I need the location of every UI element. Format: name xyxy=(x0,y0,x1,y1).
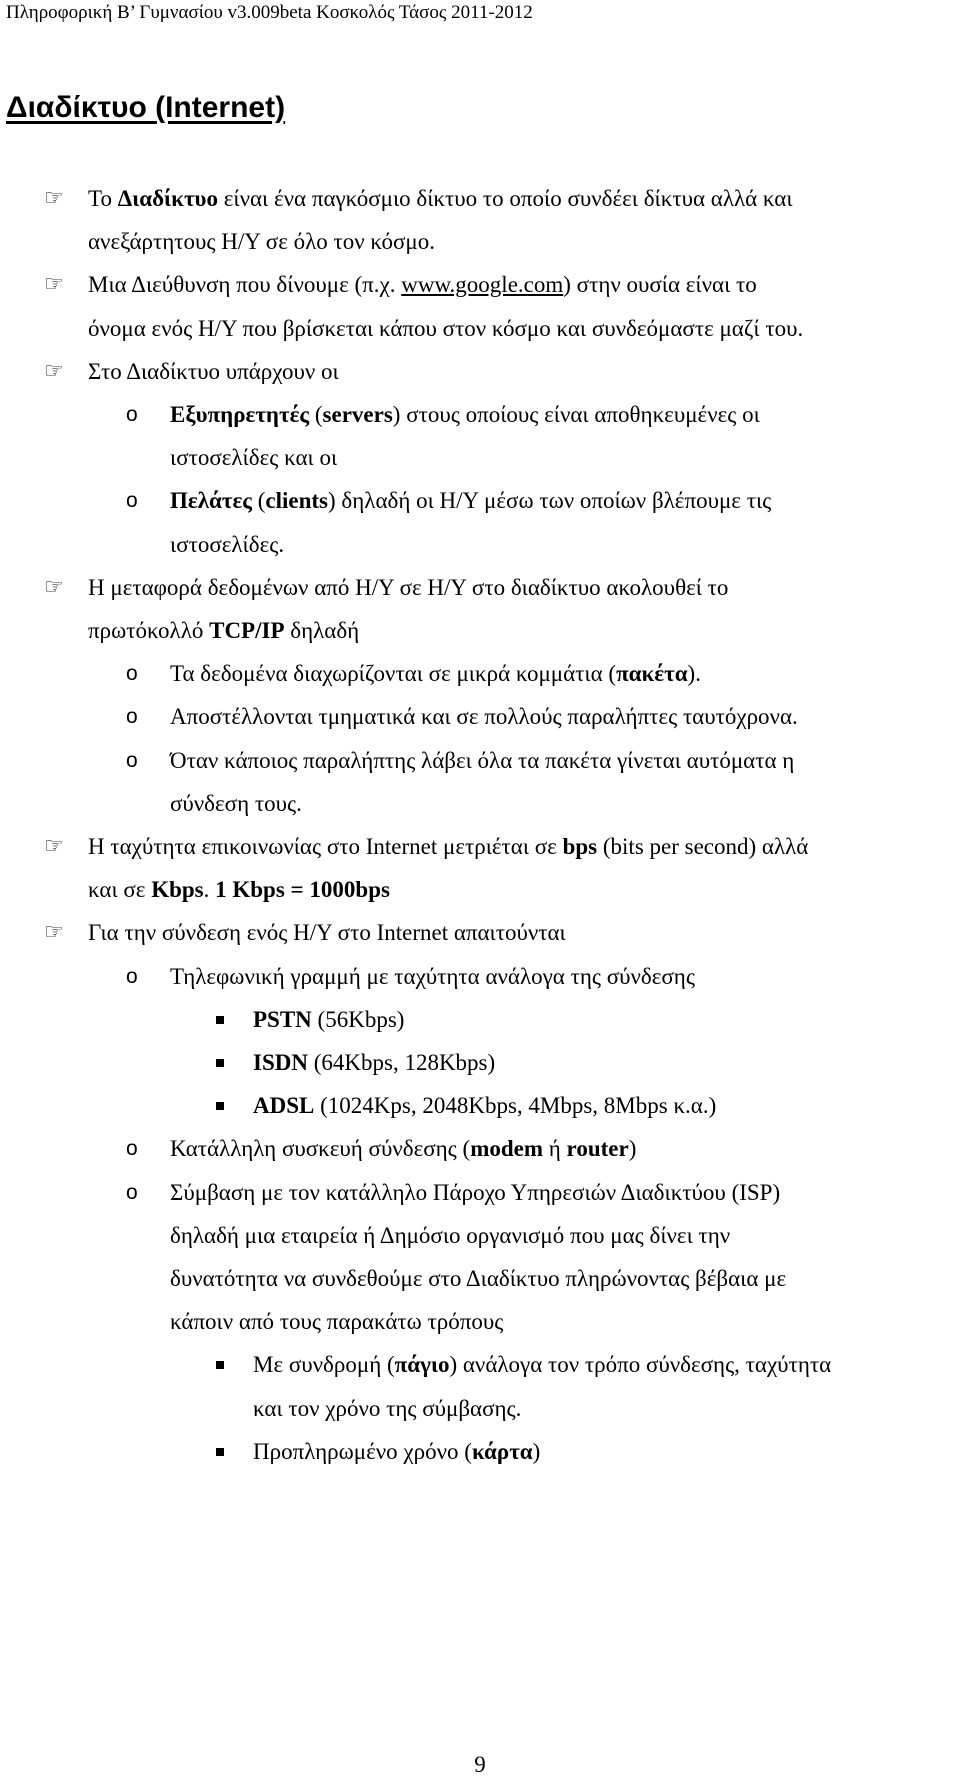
text-line: ιστοσελίδες. xyxy=(170,532,285,557)
text-line: Σύμβαση με τον κατάλληλο Πάροχο Υπηρεσιών Διαδικτύου (ISP) xyxy=(170,1180,781,1205)
text-line: δηλαδή μια εταιρεία ή Δημόσιο οργανισμό που μας δίνει την xyxy=(170,1223,731,1248)
square-bullet-icon xyxy=(216,1361,224,1369)
circle-bullet-icon: o xyxy=(126,749,138,772)
text-line: δυνατότητα να συνδεθούμε στο Διαδίκτυο πληρώνοντας βέβαια με xyxy=(170,1266,787,1291)
pointing-hand-icon: ☞ xyxy=(44,272,64,297)
pointing-hand-icon: ☞ xyxy=(44,834,64,859)
text-line: πρωτόκολλό TCP/IP δηλαδή xyxy=(88,618,360,643)
text-line: ADSL (1024Kps, 2048Kbps, 4Mbps, 8Mbps κ.α.) xyxy=(253,1093,717,1118)
text-line: Το Διαδίκτυο είναι ένα παγκόσμιο δίκτυο το οποίο συνδέει δίκτυα αλλά και xyxy=(88,186,793,211)
circle-bullet-icon: o xyxy=(126,403,138,426)
text-line: Στο Διαδίκτυο υπάρχουν οι xyxy=(88,359,339,384)
text-line: Όταν κάποιος παραλήπτης λάβει όλα τα πακέτα γίνεται αυτόματα η xyxy=(170,748,795,773)
text-line: ISDN (64Kbps, 128Kbps) xyxy=(253,1050,496,1075)
circle-bullet-icon: o xyxy=(126,662,138,685)
text-line: Μια Διεύθυνση που δίνουμε (π.χ. www.google.com) στην ουσία είναι το xyxy=(88,272,757,297)
pointing-hand-icon: ☞ xyxy=(44,575,64,600)
circle-bullet-icon: o xyxy=(126,705,138,728)
pointing-hand-icon: ☞ xyxy=(44,359,64,384)
text-line: Κατάλληλη συσκευή σύνδεσης (modem ή router) xyxy=(170,1136,637,1161)
text-line: και τον χρόνο της σύμβασης. xyxy=(253,1396,522,1421)
document-header: Πληροφορική Β’ Γυμνασίου v3.009beta Κοσκολός Τάσος 2011-2012 xyxy=(6,2,533,23)
text-line: σύνδεση τους. xyxy=(170,791,302,816)
text-line: Προπληρωμένο χρόνο (κάρτα) xyxy=(253,1439,541,1464)
circle-bullet-icon: o xyxy=(126,965,138,988)
text-line: και σε Kbps. 1 Kbps = 1000bps xyxy=(88,877,390,902)
text-line: ανεξάρτητους Η/Υ σε όλο τον κόσμο. xyxy=(88,229,435,254)
text-line: Η μεταφορά δεδομένων από Η/Υ σε Η/Υ στο διαδίκτυο ακολουθεί το xyxy=(88,575,729,600)
square-bullet-icon xyxy=(216,1448,224,1456)
square-bullet-icon xyxy=(216,1102,224,1110)
pointing-hand-icon: ☞ xyxy=(44,920,64,945)
text-line: Τα δεδομένα διαχωρίζονται σε μικρά κομμάτια (πακέτα). xyxy=(170,661,701,686)
text-line: ιστοσελίδες και οι xyxy=(170,445,338,470)
text-line: Με συνδρομή (πάγιο) ανάλογα τον τρόπο σύνδεσης, ταχύτητα xyxy=(253,1352,832,1377)
text-line: όνομα ενός Η/Υ που βρίσκεται κάπου στον κόσμο και συνδεόμαστε μαζί του. xyxy=(88,316,804,341)
text-line: Τηλεφωνική γραμμή με ταχύτητα ανάλογα της σύνδεσης xyxy=(170,964,695,989)
page-title: Διαδίκτυο (Internet) xyxy=(6,91,286,124)
square-bullet-icon xyxy=(216,1059,224,1067)
text-line: Εξυπηρετητές (servers) στους οποίους είναι αποθηκευμένες οι xyxy=(170,402,760,427)
text-line: Πελάτες (clients) δηλαδή οι Η/Υ μέσω των οποίων βλέπουμε τις xyxy=(170,488,772,513)
text-line: Η ταχύτητα επικοινωνίας στο Internet μετριέται σε bps (bits per second) αλλά xyxy=(88,834,809,859)
square-bullet-icon xyxy=(216,1016,224,1024)
circle-bullet-icon: o xyxy=(126,1181,138,1204)
page-number: 9 xyxy=(474,1752,486,1777)
circle-bullet-icon: o xyxy=(126,489,138,512)
text-line: PSTN (56Kbps) xyxy=(253,1007,405,1032)
pointing-hand-icon: ☞ xyxy=(44,186,64,211)
text-line: Αποστέλλονται τμηματικά και σε πολλούς παραλήπτες ταυτόχρονα. xyxy=(170,704,798,729)
circle-bullet-icon: o xyxy=(126,1137,138,1160)
text-line: κάποιν από τους παρακάτω τρόπους xyxy=(170,1309,504,1334)
text-line: Για την σύνδεση ενός Η/Υ στο Internet απαιτούνται xyxy=(88,920,566,945)
